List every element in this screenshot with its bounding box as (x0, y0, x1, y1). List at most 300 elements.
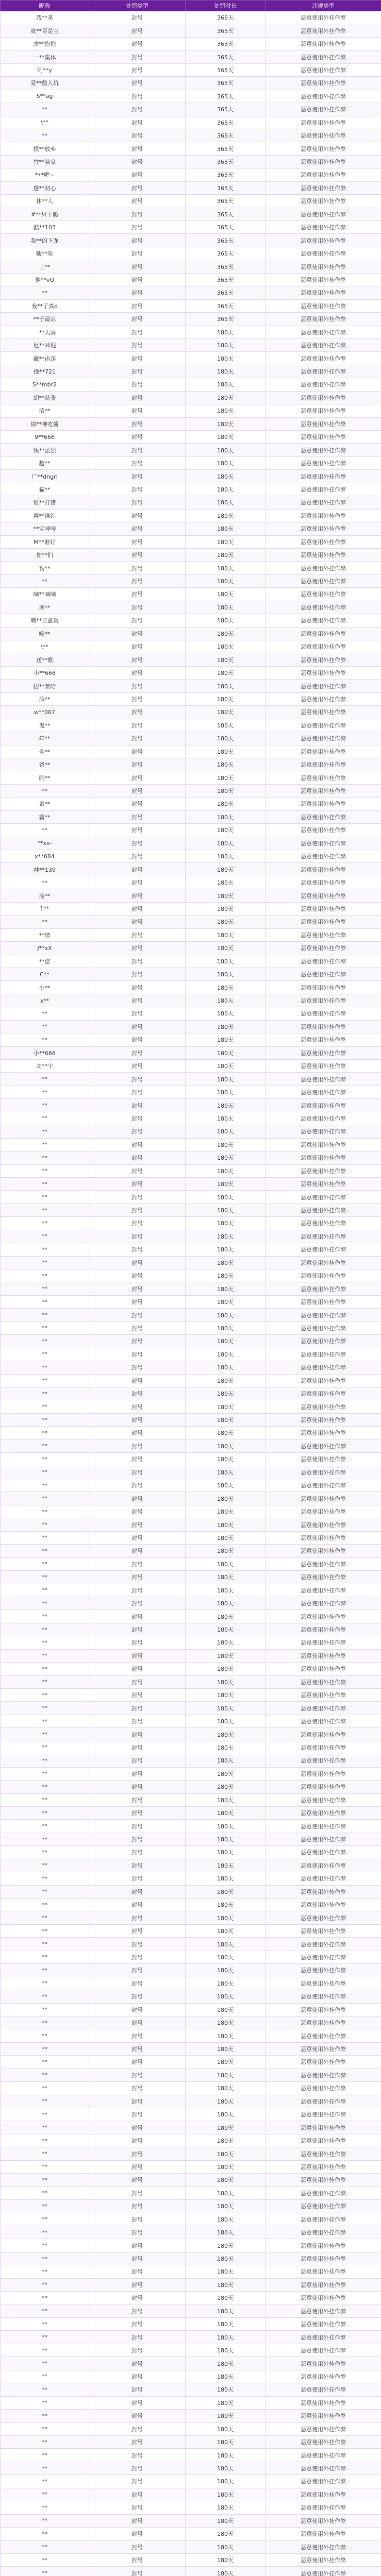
cell-nickname: ** (1, 1911, 89, 1924)
cell-violation-type: 恶意使用外挂作弊 (266, 588, 381, 601)
cell-penalty-duration: 180天 (186, 2147, 266, 2160)
table-row (1, 1086, 381, 1098)
cell-penalty-duration: 180天 (186, 758, 266, 771)
cell-penalty-duration: 180天 (186, 1924, 266, 1937)
cell-violation-type: 恶意使用外挂作弊 (266, 2318, 381, 2331)
cell-violation-type: 恶意使用外挂作弊 (266, 810, 381, 823)
table-row (1, 1007, 381, 1020)
cell-nickname: ** (1, 824, 89, 837)
cell-nickname: ** (1, 1309, 89, 1321)
cell-penalty-duration: 180天 (186, 1217, 266, 1230)
table-row (1, 850, 381, 863)
cell-penalty-type: 封号 (89, 444, 186, 456)
cell-violation-type: 恶意使用外挂作弊 (266, 627, 381, 640)
cell-violation-type: 恶意使用外挂作弊 (266, 1663, 381, 1675)
cell-violation-type: 恶意使用外挂作弊 (266, 1781, 381, 1793)
cell-nickname: 三** (1, 260, 89, 273)
table-row (1, 2318, 381, 2331)
cell-penalty-duration: 180天 (186, 1348, 266, 1361)
cell-nickname: 挽**721 (1, 365, 89, 378)
table-row (1, 1820, 381, 1833)
cell-violation-type: 恶意使用外挂作弊 (266, 2396, 381, 2409)
cell-violation-type: 恶意使用外挂作弊 (266, 2082, 381, 2095)
table-row (1, 1191, 381, 1204)
cell-penalty-type: 封号 (89, 2069, 186, 2081)
cell-penalty-type: 封号 (89, 1872, 186, 1885)
cell-penalty-duration: 180天 (186, 837, 266, 850)
cell-penalty-duration: 180天 (186, 850, 266, 863)
cell-violation-type: 恶意使用外挂作弊 (266, 1112, 381, 1125)
cell-violation-type: 恶意使用外挂作弊 (266, 1309, 381, 1321)
cell-penalty-duration: 180天 (186, 352, 266, 365)
cell-violation-type: 恶意使用外挂作弊 (266, 1557, 381, 1570)
table-row (1, 1256, 381, 1269)
table-row (1, 745, 381, 758)
cell-penalty-type: 封号 (89, 2147, 186, 2160)
cell-violation-type: 恶意使用外挂作弊 (266, 1256, 381, 1269)
table-row (1, 2292, 381, 2304)
table-row (1, 837, 381, 850)
cell-nickname: ** (1, 2213, 89, 2226)
table-row (1, 313, 381, 326)
cell-penalty-duration: 180天 (186, 431, 266, 444)
cell-violation-type: 恶意使用外挂作弊 (266, 1728, 381, 1741)
cell-nickname: ** (1, 1348, 89, 1361)
cell-penalty-duration: 365天 (186, 24, 266, 37)
table-row (1, 719, 381, 732)
cell-penalty-duration: 365天 (186, 181, 266, 194)
cell-penalty-duration: 180天 (186, 1309, 266, 1321)
table-row (1, 1715, 381, 1727)
cell-nickname: ** (1, 2121, 89, 2134)
cell-penalty-duration: 180天 (186, 2357, 266, 2370)
cell-violation-type: 恶意使用外挂作弊 (266, 1833, 381, 1845)
cell-nickname: ** (1, 1951, 89, 1963)
table-row (1, 1204, 381, 1216)
cell-violation-type: 恶意使用外挂作弊 (266, 1033, 381, 1046)
table-row (1, 601, 381, 614)
table-row (1, 1125, 381, 1138)
cell-penalty-duration: 180天 (186, 338, 266, 351)
cell-violation-type: 恶意使用外挂作弊 (266, 1754, 381, 1767)
cell-penalty-duration: 180天 (186, 1885, 266, 1898)
cell-violation-type: 恶意使用外挂作弊 (266, 522, 381, 535)
cell-nickname: 一**集体 (1, 50, 89, 63)
cell-penalty-type: 封号 (89, 326, 186, 338)
cell-violation-type: 恶意使用外挂作弊 (266, 968, 381, 980)
cell-penalty-type: 封号 (89, 1099, 186, 1112)
cell-nickname: 谁**打猪 (1, 496, 89, 509)
cell-nickname: ** (1, 1243, 89, 1256)
cell-nickname: J**xX (1, 942, 89, 955)
cell-violation-type: 恶意使用外挂作弊 (266, 719, 381, 732)
cell-penalty-duration: 180天 (186, 2252, 266, 2265)
cell-nickname: ** (1, 1728, 89, 1741)
cell-penalty-type: 封号 (89, 2016, 186, 2029)
cell-penalty-duration: 180天 (186, 2370, 266, 2383)
cell-violation-type: 恶意使用外挂作弊 (266, 2095, 381, 2108)
table-row (1, 522, 381, 535)
table-row (1, 2331, 381, 2344)
cell-penalty-duration: 180天 (186, 1767, 266, 1780)
cell-penalty-type: 封号 (89, 2567, 186, 2576)
cell-nickname: ** (1, 2357, 89, 2370)
cell-penalty-duration: 180天 (186, 2383, 266, 2396)
cell-nickname: ** (1, 2501, 89, 2514)
table-row (1, 1361, 381, 1374)
table-row (1, 1138, 381, 1151)
table-row (1, 1060, 381, 1073)
cell-penalty-duration: 180天 (186, 1033, 266, 1046)
table-row (1, 221, 381, 234)
cell-violation-type: 恶意使用外挂作弊 (266, 2540, 381, 2553)
cell-penalty-type: 封号 (89, 810, 186, 823)
cell-nickname: 嘀**三盒饭 (1, 614, 89, 627)
cell-penalty-type: 封号 (89, 365, 186, 378)
table-row (1, 1164, 381, 1177)
cell-penalty-type: 封号 (89, 456, 186, 469)
cell-penalty-duration: 180天 (186, 2121, 266, 2134)
cell-nickname: ** (1, 1492, 89, 1505)
cell-penalty-type: 封号 (89, 313, 186, 326)
cell-nickname: ** (1, 2134, 89, 2147)
table-row (1, 562, 381, 574)
cell-penalty-duration: 180天 (186, 1951, 266, 1963)
cell-penalty-duration: 180天 (186, 2095, 266, 2108)
cell-violation-type: 恶意使用外挂作弊 (266, 2160, 381, 2173)
cell-nickname: ** (1, 2396, 89, 2409)
cell-penalty-duration: 365天 (186, 234, 266, 247)
cell-violation-type: 恶意使用外挂作弊 (266, 90, 381, 103)
cell-penalty-type: 封号 (89, 1086, 186, 1098)
cell-nickname: ** (1, 2029, 89, 2042)
cell-penalty-type: 封号 (89, 2226, 186, 2239)
table-row (1, 2042, 381, 2055)
cell-nickname: ** (1, 1715, 89, 1727)
cell-nickname: 鬼** (1, 719, 89, 732)
cell-penalty-duration: 180天 (186, 2396, 266, 2409)
cell-violation-type: 恶意使用外挂作弊 (266, 496, 381, 509)
table-row (1, 2528, 381, 2540)
cell-penalty-type: 封号 (89, 1584, 186, 1597)
cell-violation-type: 恶意使用外挂作弊 (266, 1531, 381, 1544)
table-row (1, 1374, 381, 1387)
table-row (1, 299, 381, 312)
cell-violation-type: 恶意使用外挂作弊 (266, 1649, 381, 1662)
cell-nickname: ** (1, 1374, 89, 1387)
cell-violation-type: 恶意使用外挂作弊 (266, 352, 381, 365)
cell-nickname: ** (1, 1663, 89, 1675)
header-row (1, 1, 381, 11)
cell-nickname: 超** (1, 456, 89, 469)
cell-violation-type: 恶意使用外挂作弊 (266, 902, 381, 915)
cell-penalty-type: 封号 (89, 1702, 186, 1715)
cell-penalty-duration: 365天 (186, 116, 266, 129)
cell-penalty-type: 封号 (89, 286, 186, 299)
cell-nickname: 我**的下龙 (1, 234, 89, 247)
cell-penalty-duration: 180天 (186, 1531, 266, 1544)
cell-nickname: 成**哥是宝 (1, 24, 89, 37)
cell-penalty-duration: 180天 (186, 2160, 266, 2173)
cell-violation-type: 恶意使用外挂作弊 (266, 1990, 381, 2003)
cell-penalty-type: 封号 (89, 50, 186, 63)
cell-penalty-type: 封号 (89, 2528, 186, 2540)
cell-penalty-duration: 365天 (186, 168, 266, 181)
cell-nickname: ** (1, 876, 89, 889)
cell-penalty-type: 封号 (89, 1741, 186, 1754)
cell-penalty-duration: 180天 (186, 1584, 266, 1597)
cell-violation-type: 恶意使用外挂作弊 (266, 1427, 381, 1439)
cell-penalty-type: 封号 (89, 745, 186, 758)
cell-nickname: 请**神吃酱 (1, 417, 89, 430)
table-row (1, 798, 381, 810)
cell-penalty-type: 封号 (89, 719, 186, 732)
cell-nickname: ** (1, 2528, 89, 2540)
table-row (1, 2082, 381, 2095)
cell-violation-type: 恶意使用外挂作弊 (266, 2422, 381, 2435)
cell-nickname: 酷**103 (1, 221, 89, 234)
cell-violation-type: 恶意使用外挂作弊 (266, 1204, 381, 1216)
cell-penalty-type: 封号 (89, 1164, 186, 1177)
cell-penalty-duration: 180天 (186, 1781, 266, 1793)
cell-nickname: ** (1, 2069, 89, 2081)
table-row (1, 1230, 381, 1243)
table-row (1, 1453, 381, 1466)
cell-violation-type: 恶意使用外挂作弊 (266, 1361, 381, 1374)
cell-nickname: ** (1, 2370, 89, 2383)
cell-penalty-duration: 180天 (186, 1702, 266, 1715)
cell-penalty-duration: 180天 (186, 562, 266, 574)
table-row (1, 810, 381, 823)
table-row (1, 1321, 381, 1334)
cell-nickname: ** (1, 2226, 89, 2239)
cell-penalty-duration: 180天 (186, 902, 266, 915)
cell-violation-type: 恶意使用外挂作弊 (266, 1859, 381, 1872)
cell-penalty-type: 封号 (89, 706, 186, 719)
cell-nickname: 嗨**哈 (1, 247, 89, 260)
cell-nickname: ** (1, 1020, 89, 1033)
table-row (1, 1754, 381, 1767)
table-row (1, 181, 381, 194)
cell-violation-type: 恶意使用外挂作弊 (266, 116, 381, 129)
cell-violation-type: 恶意使用外挂作弊 (266, 1623, 381, 1636)
cell-penalty-duration: 180天 (186, 2435, 266, 2448)
cell-penalty-duration: 180天 (186, 1269, 266, 1282)
cell-violation-type: 恶意使用外挂作弊 (266, 1977, 381, 1990)
cell-penalty-type: 封号 (89, 574, 186, 587)
cell-violation-type: 恶意使用外挂作弊 (266, 365, 381, 378)
cell-nickname: 你**们 (1, 548, 89, 561)
cell-violation-type: 恶意使用外挂作弊 (266, 1230, 381, 1243)
table-row (1, 142, 381, 155)
table-row (1, 338, 381, 351)
table-row (1, 1309, 381, 1321)
table-row (1, 2265, 381, 2278)
table-row (1, 771, 381, 784)
table-row (1, 2134, 381, 2147)
cell-penalty-duration: 180天 (186, 601, 266, 614)
cell-penalty-type: 封号 (89, 2501, 186, 2514)
cell-nickname: ** (1, 2174, 89, 2187)
cell-penalty-type: 封号 (89, 2278, 186, 2291)
cell-violation-type: 恶意使用外挂作弊 (266, 2029, 381, 2042)
table-row (1, 1151, 381, 1164)
cell-nickname: 爱**酸入坑 (1, 77, 89, 90)
table-row (1, 614, 381, 627)
cell-violation-type: 恶意使用外挂作弊 (266, 680, 381, 692)
table-row (1, 404, 381, 417)
cell-nickname: 1** (1, 902, 89, 915)
cell-penalty-type: 封号 (89, 2462, 186, 2475)
cell-violation-type: 恶意使用外挂作弊 (266, 2435, 381, 2448)
cell-penalty-type: 封号 (89, 1964, 186, 1977)
cell-nickname: ** (1, 1899, 89, 1911)
cell-penalty-type: 封号 (89, 11, 186, 24)
table-row (1, 1387, 381, 1400)
cell-penalty-type: 封号 (89, 1453, 186, 1466)
cell-violation-type: 恶意使用外挂作弊 (266, 2528, 381, 2540)
table-row (1, 640, 381, 653)
cell-penalty-type: 封号 (89, 1793, 186, 1806)
cell-penalty-duration: 180天 (186, 1689, 266, 1702)
cell-nickname: ** (1, 2488, 89, 2501)
table-row (1, 928, 381, 941)
table-row (1, 574, 381, 587)
cell-nickname: 林**139 (1, 863, 89, 876)
cell-penalty-duration: 180天 (186, 916, 266, 928)
table-row (1, 1951, 381, 1963)
cell-violation-type: 恶意使用外挂作弊 (266, 994, 381, 1007)
cell-violation-type: 恶意使用外挂作弊 (266, 483, 381, 496)
table-row (1, 1217, 381, 1230)
cell-penalty-duration: 180天 (186, 470, 266, 483)
cell-penalty-type: 封号 (89, 1689, 186, 1702)
table-row (1, 680, 381, 692)
cell-violation-type: 恶意使用外挂作弊 (266, 2200, 381, 2213)
cell-penalty-type: 封号 (89, 614, 186, 627)
table-row (1, 889, 381, 902)
cell-penalty-duration: 180天 (186, 2553, 266, 2566)
cell-nickname: ** (1, 1872, 89, 1885)
cell-penalty-type: 封号 (89, 63, 186, 76)
cell-violation-type: 恶意使用外挂作弊 (266, 24, 381, 37)
cell-violation-type: 恶意使用外挂作弊 (266, 1138, 381, 1151)
cell-violation-type: 恶意使用外挂作弊 (266, 1767, 381, 1780)
table-row (1, 2121, 381, 2134)
cell-nickname: ** (1, 2462, 89, 2475)
table-row (1, 1623, 381, 1636)
cell-penalty-type: 封号 (89, 2042, 186, 2055)
cell-nickname: 落** (1, 404, 89, 417)
cell-penalty-type: 封号 (89, 2200, 186, 2213)
cell-violation-type: 恶意使用外挂作弊 (266, 2501, 381, 2514)
cell-violation-type: 恶意使用外挂作弊 (266, 378, 381, 391)
cell-violation-type: 恶意使用外挂作弊 (266, 1073, 381, 1086)
cell-penalty-type: 封号 (89, 1951, 186, 1963)
cell-nickname: ** (1, 2187, 89, 2199)
cell-violation-type: 恶意使用外挂作弊 (266, 837, 381, 850)
cell-penalty-type: 封号 (89, 1610, 186, 1623)
cell-penalty-duration: 180天 (186, 2318, 266, 2331)
table-row (1, 496, 381, 509)
cell-penalty-duration: 180天 (186, 614, 266, 627)
table-row (1, 2383, 381, 2396)
cell-nickname: 再**谁红 (1, 509, 89, 522)
table-row (1, 1885, 381, 1898)
cell-penalty-duration: 180天 (186, 1256, 266, 1269)
cell-penalty-duration: 180天 (186, 2331, 266, 2344)
cell-penalty-duration: 180天 (186, 535, 266, 548)
cell-violation-type: 恶意使用外挂作弊 (266, 732, 381, 745)
cell-violation-type: 恶意使用外挂作弊 (266, 470, 381, 483)
cell-penalty-type: 封号 (89, 1282, 186, 1295)
cell-violation-type: 恶意使用外挂作弊 (266, 1793, 381, 1806)
cell-penalty-type: 封号 (89, 653, 186, 666)
cell-penalty-duration: 180天 (186, 378, 266, 391)
cell-violation-type: 恶意使用外挂作弊 (266, 208, 381, 221)
cell-nickname: 小** (1, 981, 89, 994)
cell-violation-type: 恶意使用外挂作弊 (266, 404, 381, 417)
cell-nickname: ** (1, 1846, 89, 1859)
cell-penalty-duration: 180天 (186, 1833, 266, 1845)
cell-penalty-duration: 180天 (186, 1361, 266, 1374)
cell-violation-type: 恶意使用外挂作弊 (266, 2331, 381, 2344)
cell-penalty-type: 封号 (89, 338, 186, 351)
cell-nickname: **子最凉 (1, 313, 89, 326)
cell-nickname: ** (1, 2567, 89, 2576)
cell-penalty-type: 封号 (89, 942, 186, 955)
table-row (1, 1295, 381, 1308)
cell-penalty-duration: 180天 (186, 680, 266, 692)
cell-penalty-type: 封号 (89, 1020, 186, 1033)
table-row (1, 2174, 381, 2187)
cell-violation-type: 恶意使用外挂作弊 (266, 1007, 381, 1020)
cell-penalty-type: 封号 (89, 1217, 186, 1230)
cell-penalty-type: 封号 (89, 1649, 186, 1662)
cell-nickname: ** (1, 2200, 89, 2213)
cell-violation-type: 恶意使用外挂作弊 (266, 784, 381, 797)
cell-penalty-type: 封号 (89, 1427, 186, 1439)
cell-penalty-type: 封号 (89, 889, 186, 902)
table-row (1, 653, 381, 666)
cell-penalty-type: 封号 (89, 1675, 186, 1688)
cell-nickname: ** (1, 1164, 89, 1177)
cell-nickname: ** (1, 1702, 89, 1715)
cell-penalty-type: 封号 (89, 1125, 186, 1138)
table-row (1, 2462, 381, 2475)
cell-nickname: \** (1, 116, 89, 129)
cell-violation-type: 恶意使用外挂作弊 (266, 1610, 381, 1623)
cell-penalty-duration: 180天 (186, 640, 266, 653)
cell-nickname: ** (1, 1361, 89, 1374)
cell-violation-type: 恶意使用外挂作弊 (266, 2278, 381, 2291)
cell-violation-type: 恶意使用外挂作弊 (266, 431, 381, 444)
table-row (1, 758, 381, 771)
cell-nickname: ** (1, 2108, 89, 2121)
cell-penalty-type: 封号 (89, 850, 186, 863)
cell-nickname: **宝啤啤 (1, 522, 89, 535)
cell-penalty-duration: 180天 (186, 2304, 266, 2317)
cell-penalty-type: 封号 (89, 129, 186, 142)
cell-violation-type: 恶意使用外挂作弊 (266, 2174, 381, 2187)
cell-nickname: ** (1, 1439, 89, 1452)
cell-penalty-type: 封号 (89, 1754, 186, 1767)
table-row (1, 1806, 381, 1819)
cell-penalty-type: 封号 (89, 1663, 186, 1675)
cell-nickname: ** (1, 1413, 89, 1426)
cell-penalty-duration: 180天 (186, 1164, 266, 1177)
cell-violation-type: 恶意使用外挂作弊 (266, 417, 381, 430)
